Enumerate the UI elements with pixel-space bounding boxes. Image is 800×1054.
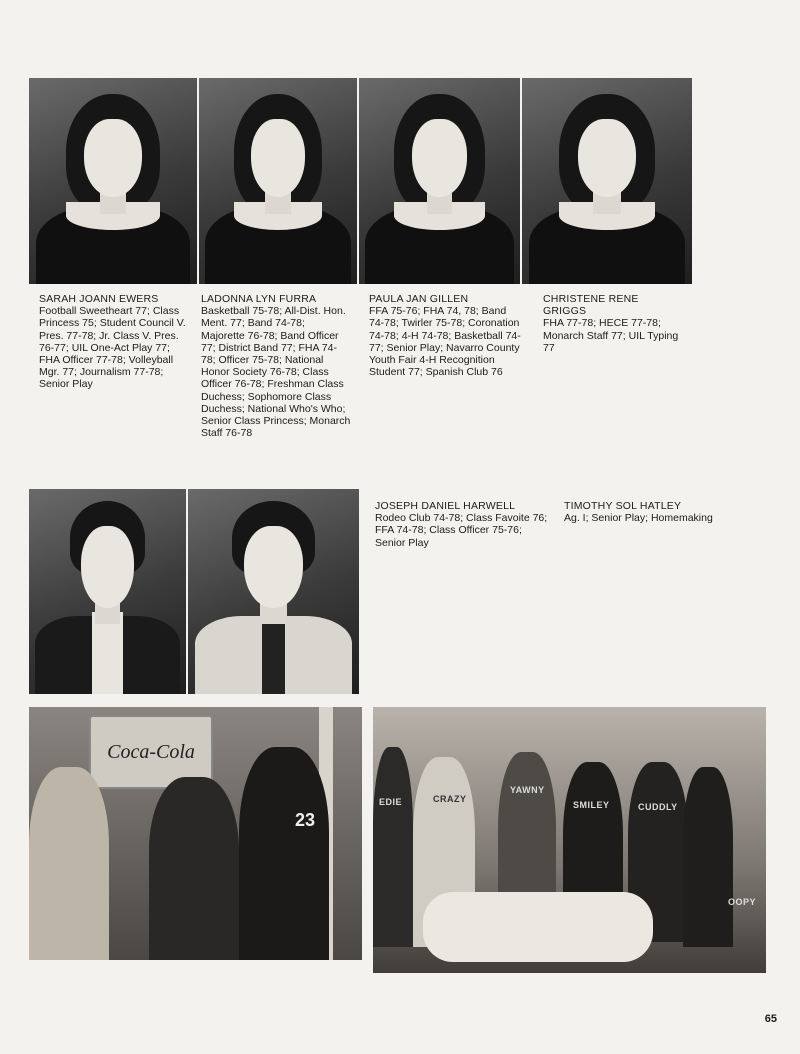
- student-name: PAULA JAN GILLEN: [369, 293, 469, 305]
- caption-ladonna-furra: [201, 293, 351, 439]
- page-number: 65: [764, 1013, 777, 1025]
- portrait-timothy-hatley: [188, 489, 359, 694]
- candid-photo-coke-machine: [29, 707, 362, 960]
- jersey-number: 23: [295, 810, 316, 830]
- student-activities: FHA 77-78; HECE 77-78; Monarch Staff 77; UIL Typing 77: [543, 317, 679, 354]
- student-name: JOSEPH DANIEL HARWELL: [375, 500, 516, 512]
- caption-timothy-hatley: [564, 500, 744, 524]
- shirt-label: CRAZY: [433, 794, 467, 804]
- shirt-label: YAWNY: [510, 785, 545, 795]
- caption-joseph-harwell: [375, 500, 550, 549]
- student-name: LADONNA LYN FURRA: [201, 293, 317, 305]
- student-activities: Football Sweetheart 77; Class Princess 75; Student Council V. Pres. 77-78; Jr. Class V. Pres. 76-77; UIL One-Act Play 77; FHA Officer 77-78; Volleyball Mgr. 77; Journalism 77-78; Senior Play: [39, 305, 186, 391]
- candid-photo-senior-play: [373, 707, 766, 973]
- student-activities: Ag. I; Senior Play; Homemaking: [564, 512, 713, 525]
- caption-christene-griggs: [543, 293, 683, 354]
- portrait-christene-griggs: [522, 78, 692, 284]
- portrait-paula-gillen: [359, 78, 520, 284]
- coca-cola-sign: Coca-Cola: [89, 715, 213, 789]
- caption-paula-gillen: [369, 293, 521, 378]
- student-name: TIMOTHY SOL HATLEY: [564, 500, 682, 512]
- student-activities: Rodeo Club 74-78; Class Favoite 76; FFA 74-78; Class Officer 75-76; Senior Play: [375, 512, 548, 549]
- shirt-label: CUDDLY: [638, 802, 678, 812]
- student-activities: FFA 75-76; FHA 74, 78; Band 74-78; Twirler 75-78; Coronation 74-78; 4-H 74-78; Basketball 74-77; Senior Play; Navarro County Youth Fair 4-H Recognition Student 77; Spanish Club 76: [369, 305, 521, 379]
- shirt-label: EDIE: [379, 797, 403, 807]
- shirt-label: SMILEY: [573, 800, 610, 810]
- portrait-ladonna-furra: [199, 78, 357, 284]
- caption-sarah-ewers: [39, 293, 189, 391]
- student-name: CHRISTENE RENE GRIGGS: [543, 293, 639, 318]
- shirt-label: OOPY: [728, 897, 757, 907]
- portrait-joseph-harwell: [29, 489, 186, 694]
- student-name: SARAH JOANN EWERS: [39, 293, 159, 305]
- portrait-sarah-ewers: [29, 78, 197, 284]
- student-activities: Basketball 75-78; All-Dist. Hon. Ment. 77; Band 74-78; Majorette 76-78; Band Officer 77; District Band 77; FHA 74-78; Officer 75-78; National Honor Society 76-78; Class Officer 76-78; Freshman Class Duchess; Sophomore Class Duchess; National Who's Who; Senior Class Princess; Monarch Staff 76-78: [201, 305, 351, 440]
